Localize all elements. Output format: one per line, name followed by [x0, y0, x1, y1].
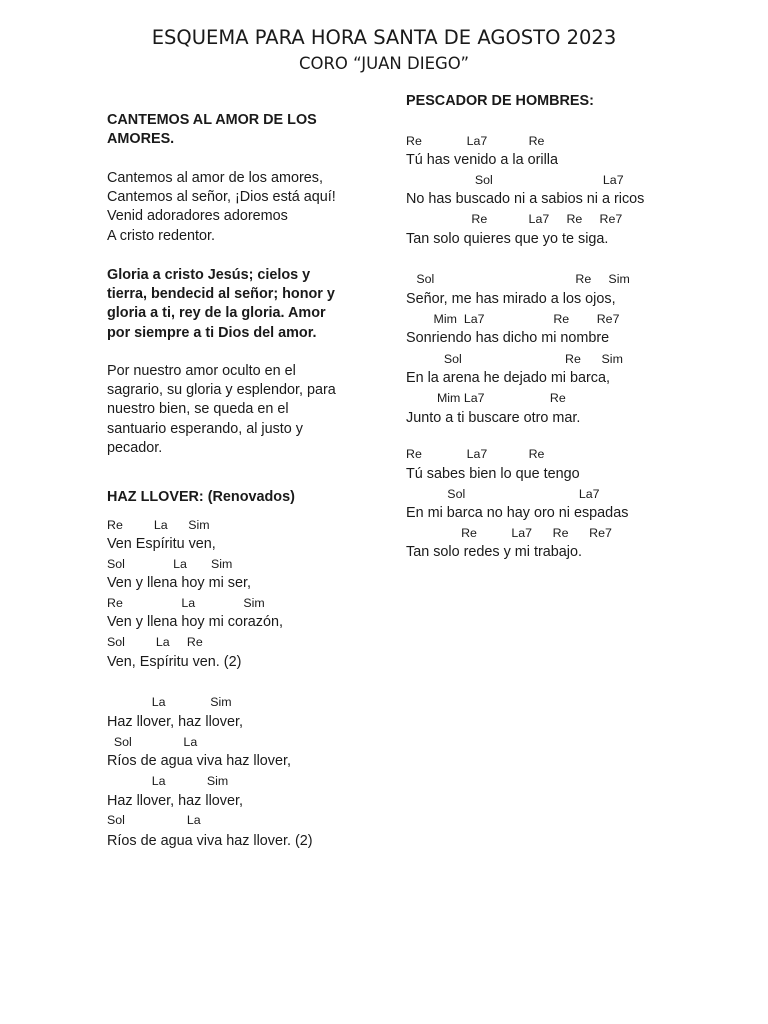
- chord-line: Re La7 Re: [406, 447, 545, 461]
- lyric-line: Junto a ti buscare otro mar.: [406, 410, 581, 426]
- document-title: ESQUEMA PARA HORA SANTA DE AGOSTO 2023: [151, 26, 617, 49]
- chord-line: Mim La7 Re Re7: [406, 312, 620, 326]
- lyric-line: Ven y llena hoy mi ser,: [107, 575, 251, 591]
- lyric-line: No has buscado ni a sabios ni a ricos: [406, 191, 645, 207]
- chord-line: Sol La: [107, 735, 198, 749]
- lyric-line: Sonriendo has dicho mi nombre: [406, 330, 610, 346]
- song-title-pescador: PESCADOR DE HOMBRES:: [406, 93, 594, 109]
- chord-line: Re La7 Re Re7: [406, 526, 612, 540]
- lyric-line: sagrario, su gloria y esplendor, para: [107, 382, 336, 398]
- lyric-line: Señor, me has mirado a los ojos,: [406, 291, 616, 307]
- lyric-line: En mi barca no hay oro ni espadas: [406, 505, 629, 521]
- chord-line: Sol Re Sim: [406, 272, 630, 286]
- lyric-line: Ven, Espíritu ven. (2): [107, 654, 242, 670]
- lyric-line: Ven y llena hoy mi corazón,: [107, 614, 283, 630]
- chord-line: Sol La Re: [107, 635, 203, 649]
- chorus-line: tierra, bendecid al señor; honor y: [107, 286, 335, 302]
- chord-line: Re La7 Re: [406, 134, 545, 148]
- lyric-line: Cantemos al señor, ¡Dios está aquí!: [107, 189, 336, 205]
- lyric-line: pecador.: [107, 440, 163, 456]
- lyric-line: Tan solo redes y mi trabajo.: [406, 544, 582, 560]
- lyric-line: Tan solo quieres que yo te siga.: [406, 231, 609, 247]
- lyric-line: Venid adoradores adoremos: [107, 208, 288, 224]
- chord-line: Sol La7: [406, 487, 600, 501]
- lyric-line: En la arena he dejado mi barca,: [406, 370, 610, 386]
- lyric-line: Haz llover, haz llover,: [107, 714, 243, 730]
- chorus-line: gloria a ti, rey de la gloria. Amor: [107, 305, 326, 321]
- lyric-line: Cantemos al amor de los amores,: [107, 170, 323, 186]
- chord-line: La Sim: [107, 774, 229, 788]
- chorus-line: por siempre a ti Dios del amor.: [107, 325, 317, 341]
- chord-line: Re La Sim: [107, 518, 210, 532]
- lyric-line: Tú sabes bien lo que tengo: [406, 466, 580, 482]
- chord-line: La Sim: [107, 695, 232, 709]
- lyric-line: Por nuestro amor oculto en el: [107, 363, 296, 379]
- chord-line: Re La Sim: [107, 596, 265, 610]
- song-title-haz-llover: HAZ LLOVER: (Renovados): [107, 489, 295, 505]
- chord-line: Sol La7: [406, 173, 624, 187]
- lyric-line: A cristo redentor.: [107, 228, 215, 244]
- chord-line: Sol La Sim: [107, 557, 233, 571]
- lyric-line: Ven Espíritu ven,: [107, 536, 216, 552]
- chord-line: Re La7 Re Re7: [406, 212, 623, 226]
- lyric-line: Haz llover, haz llover,: [107, 793, 243, 809]
- lyric-line: Tú has venido a la orilla: [406, 152, 558, 168]
- lyric-line: Ríos de agua viva haz llover,: [107, 753, 291, 769]
- lyric-line: santuario esperando, al justo y: [107, 421, 303, 437]
- choir-name: CORO “JUAN DIEGO”: [298, 54, 470, 73]
- chord-line: Mim La7 Re: [406, 391, 566, 405]
- song-title-cantemos-cont: AMORES.: [107, 131, 175, 147]
- chorus-line: Gloria a cristo Jesús; cielos y: [107, 267, 311, 283]
- lyric-line: nuestro bien, se queda en el: [107, 401, 289, 417]
- song-title-cantemos: CANTEMOS AL AMOR DE LOS: [107, 112, 317, 128]
- chord-line: Sol Re Sim: [406, 352, 623, 366]
- lyric-line: Ríos de agua viva haz llover. (2): [107, 833, 313, 849]
- chord-line: Sol La: [107, 813, 201, 827]
